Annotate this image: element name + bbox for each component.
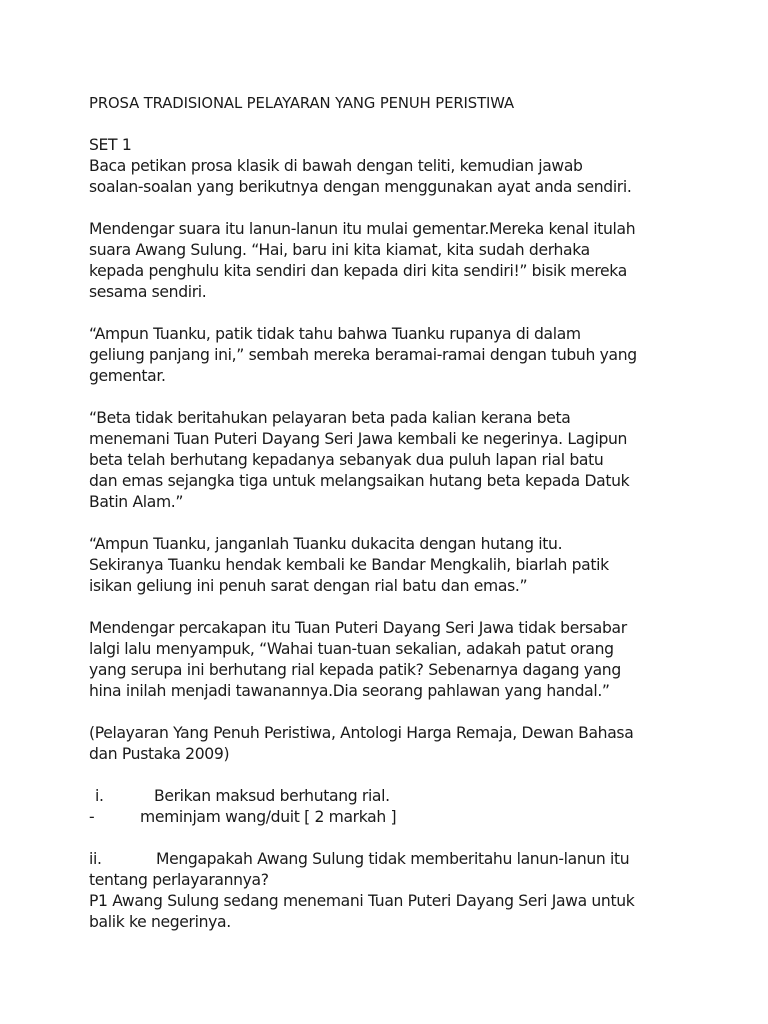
question-2-text-continued: tentang perlayarannya? [89, 871, 269, 889]
passage-line: sesama sendiri. [89, 283, 207, 301]
question-2-number: ii. [89, 850, 102, 868]
passage-line: suara Awang Sulung. “Hai, baru ini kita kiamat, kita sudah derhaka [89, 241, 590, 259]
question-1-text: Berikan maksud berhutang rial. [154, 787, 390, 805]
passage-line: geliung panjang ini,” sembah mereka beramai-ramai dengan tubuh yang [89, 346, 637, 364]
question-2-answer-line: P1 Awang Sulung sedang menemani Tuan Puteri Dayang Seri Jawa untuk [89, 892, 635, 910]
question-1-answer: meminjam wang/duit [ 2 markah ] [140, 808, 397, 826]
instructions-block [89, 135, 689, 198]
passage-line: Batin Alam.” [89, 493, 184, 511]
document-title [89, 93, 689, 114]
passage-line: isikan geliung ini penuh sarat dengan rial batu dan emas.” [89, 577, 528, 595]
source-line: (Pelayaran Yang Penuh Peristiwa, Antologi Harga Remaja, Dewan Bahasa [89, 724, 634, 742]
passage-line: lalgi lalu menyampuk, “Wahai tuan-tuan sekalian, adakah patut orang [89, 640, 614, 658]
document-body [89, 93, 689, 954]
instruction-line: soalan-soalan yang berikutnya dengan menggunakan ayat anda sendiri. [89, 178, 632, 196]
question-2-answer-line: balik ke negerinya. [89, 913, 231, 931]
answer-dash-marker: - [89, 808, 95, 826]
passage-paragraph-4 [89, 534, 689, 597]
passage-paragraph-3 [89, 408, 689, 513]
title-text: PROSA TRADISIONAL PELAYARAN YANG PENUH PERISTIWA [89, 95, 515, 112]
passage-line: kepada penghulu kita sendiri dan kepada diri kita sendiri!” bisik mereka [89, 262, 627, 280]
source-citation [89, 723, 689, 765]
question-2 [89, 849, 689, 933]
passage-line: menemani Tuan Puteri Dayang Seri Jawa kembali ke negerinya. Lagipun [89, 430, 628, 448]
question-1-number: i. [95, 787, 104, 805]
passage-line: hina inilah menjadi tawanannya.Dia seorang pahlawan yang handal.” [89, 682, 610, 700]
passage-line: Sekiranya Tuanku hendak kembali ke Bandar Mengkalih, biarlah patik [89, 556, 609, 574]
passage-line: beta telah berhutang kepadanya sebanyak dua puluh lapan rial batu [89, 451, 604, 469]
passage-line: “Ampun Tuanku, janganlah Tuanku dukacita dengan hutang itu. [89, 535, 563, 553]
passage-paragraph-2 [89, 324, 689, 387]
passage-line: “Ampun Tuanku, patik tidak tahu bahwa Tuanku rupanya di dalam [89, 325, 581, 343]
question-2-row [89, 849, 689, 870]
question-1-row [89, 786, 689, 807]
set-label: SET 1 [89, 136, 132, 154]
passage-line: “Beta tidak beritahukan pelayaran beta pada kalian kerana beta [89, 409, 571, 427]
question-2-text: Mengapakah Awang Sulung tidak memberitahu lanun-lanun itu [156, 850, 630, 868]
instruction-line: Baca petikan prosa klasik di bawah dengan teliti, kemudian jawab [89, 157, 583, 175]
passage-paragraph-5 [89, 618, 689, 702]
passage-line: Mendengar percakapan itu Tuan Puteri Dayang Seri Jawa tidak bersabar [89, 619, 627, 637]
passage-line: gementar. [89, 367, 166, 385]
passage-line: dan emas sejangka tiga untuk melangsaikan hutang beta kepada Datuk [89, 472, 630, 490]
source-line: dan Pustaka 2009) [89, 745, 230, 763]
passage-paragraph-1 [89, 219, 689, 303]
question-1-answer-row [89, 807, 689, 828]
passage-line: yang serupa ini berhutang rial kepada patik? Sebenarnya dagang yang [89, 661, 621, 679]
passage-line: Mendengar suara itu lanun-lanun itu mulai gementar.Mereka kenal itulah [89, 220, 636, 238]
question-1 [89, 786, 689, 828]
